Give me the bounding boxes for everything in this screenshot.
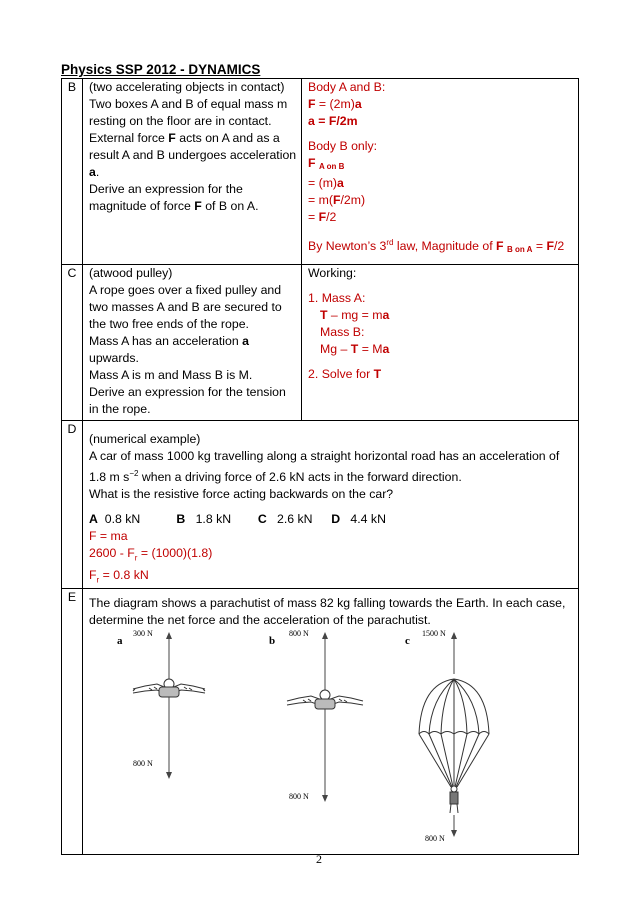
svg-text:800 N: 800 N xyxy=(133,759,153,768)
worked-solution: F = ma $2600 - F_r = (1000)(1.8)$ $F_r = 0.8$ kN xyxy=(89,529,213,584)
diagram-b xyxy=(269,629,363,802)
diagram-c xyxy=(405,629,489,843)
row-label: B xyxy=(62,79,83,265)
parachutist-diagrams xyxy=(89,629,569,854)
answer-options: A 0.8 kN B 1.8 kN C 2.6 kN D 4.4 kN xyxy=(89,512,386,527)
answer-text: Working: 1. Mass A: T – mg = ma Mass B: Mg – T = Ma 2. Solve for T xyxy=(302,265,579,421)
question-text: The diagram shows a parachutist of mass 82 kg falling towards the Earth. In each case, determine the net force and the acceleration of the parachutist. a 300 N 800 N b 800 N 800 N c 1500 N 800 N xyxy=(83,589,579,855)
svg-text:800 N: 800 N xyxy=(289,792,309,801)
skydiver-icon xyxy=(287,690,363,709)
row-c xyxy=(62,265,579,421)
svg-text:800 N: 800 N xyxy=(425,834,445,843)
svg-text:c: c xyxy=(405,635,410,647)
row-label: C xyxy=(62,265,83,421)
question-table xyxy=(61,78,579,855)
svg-text:b: b xyxy=(269,635,276,647)
parachute-icon xyxy=(419,679,489,813)
row-label: E xyxy=(62,589,83,855)
question-text: (two accelerating objects in contact) Two boxes A and B of equal mass m resting on the floor are in contact. External force F acts on A and as a result A and B undergoes acceleration a. Derive an expression for the magnitude of force F of B on A. xyxy=(83,79,302,265)
svg-text:300 N: 300 N xyxy=(133,629,153,638)
question-text: (numerical example) A car of mass 1000 kg travelling along a straight horizontal road has an acceleration of 1.8 m $s^{-2}$ when a driving force of 2.6 kN acts in the forward direction. What is the resistive force acting backwards on the car? A 0.8 kN B 1.8 kN C 2.6 kN D 4.4 kN F = ma $2600 - F_r = (1000)(1.8)$ $F_r = 0.8$ kN xyxy=(83,421,579,589)
row-label: D xyxy=(62,421,83,589)
diagram-a xyxy=(117,629,205,779)
page-number: 2 xyxy=(316,852,322,866)
svg-text:a: a xyxy=(117,635,123,647)
question-text: (atwood pulley) A rope goes over a fixed pulley and two masses A and B are secured to the two free ends of the rope. Mass A has an acceleration a upwards. Mass A is m and Mass B is M. Derive an expression for the tension in the rope. xyxy=(83,265,302,421)
row-e xyxy=(62,589,579,855)
answer-text: Body A and B: F = (2m)a a = F/2m Body B only: F $_{A on B}$ = (m)a = m(F/2m) = F/2 By Newton’s 3rd law, Magnitude of F $_{B on A}$ = F/2 xyxy=(302,79,579,265)
svg-text:800 N: 800 N xyxy=(289,629,309,638)
page-title: Physics SSP 2012 - DYNAMICS xyxy=(61,62,261,77)
skydiver-icon xyxy=(133,679,205,697)
row-b xyxy=(62,79,579,265)
svg-text:1500 N: 1500 N xyxy=(422,629,446,638)
row-d xyxy=(62,421,579,589)
